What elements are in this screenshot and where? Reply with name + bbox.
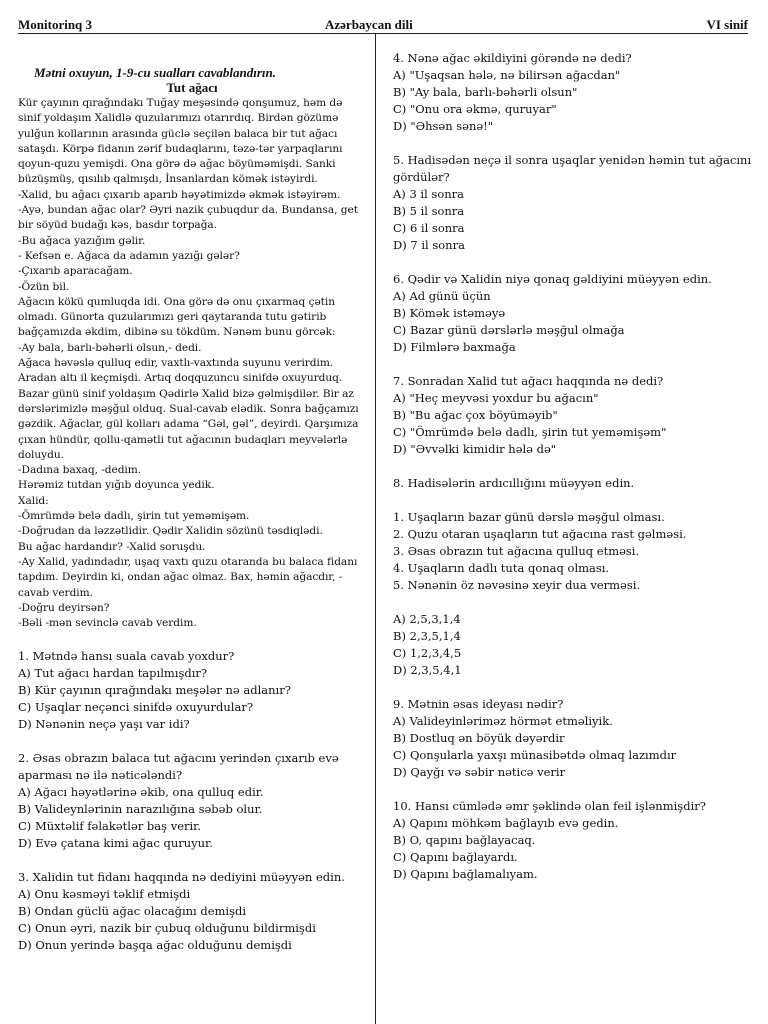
spacer bbox=[393, 135, 753, 152]
spacer bbox=[393, 254, 753, 271]
header-rule bbox=[18, 33, 748, 34]
story-paragraph: Bu ağac hardandır? -Xalid soruşdu. bbox=[18, 540, 206, 553]
answer-option: C) Uşaqlar neçənci sinifdə oxuyurdular? bbox=[18, 700, 254, 715]
answer-option: C) Müxtəlif fəlakətlər baş verir. bbox=[18, 819, 202, 834]
story-paragraph: -Çıxarıb aparacağam. bbox=[18, 265, 133, 278]
question-text: 3. Xalidin tut fidanı haqqında nə dediyini müəyyən edin. bbox=[18, 870, 345, 885]
event-item: 3. Əsas obrazın tut ağacına qulluq etməsi. bbox=[393, 544, 640, 558]
question-text: 2. Əsas obrazın balaca tut ağacını yerindən çıxarıb evə aparması nə ilə nəticələndi? bbox=[18, 751, 339, 783]
story-paragraph: -Bəli -mən sevinclə cavab verdim. bbox=[18, 617, 197, 630]
story-title: Tut ağacı bbox=[166, 80, 218, 95]
event-item: 1. Uşaqların bazar günü dərslə məşğul olması. bbox=[393, 510, 665, 524]
answer-option: B) 2,3,5,1,4 bbox=[393, 629, 461, 643]
answer-option: B) "Ay bala, barlı-bəhərli olsun" bbox=[393, 85, 578, 99]
answer-option: A) Valideyinləriməz hörmət etməliyik. bbox=[393, 714, 613, 728]
answer-option: D) Qapını bağlamalıyam. bbox=[393, 867, 538, 881]
answer-option: B) Kür çayının qırağındakı meşələr nə adlanır? bbox=[18, 683, 291, 698]
question-1 bbox=[18, 648, 366, 733]
instruction: Mətni oxuyun, 1-9-cu sualları cavablandırın. bbox=[34, 65, 276, 80]
question-text: 8. Hadisələrin ardıcıllığını müəyyən edin. bbox=[393, 476, 635, 490]
story-paragraph: -Ay bala, barlı-bəhərli olsun,- dedi. bbox=[18, 341, 202, 354]
grade-label: VI sinif bbox=[706, 17, 748, 32]
answer-option: B) 5 il sonra bbox=[393, 204, 465, 218]
answer-option: B) "Bu ağac çox böyüməyib" bbox=[393, 408, 558, 422]
story-paragraph: -Doğrudan da ləzzətlidir. Qədir Xalidin sözünü təsdiqlədi. bbox=[18, 525, 323, 538]
question-text: 1. Mətndə hansı suala cavab yoxdur? bbox=[18, 649, 235, 664]
answer-option: A) 3 il sonra bbox=[393, 187, 465, 201]
left-column bbox=[18, 66, 366, 954]
answer-option: A) "Heç meyvəsi yoxdur bu ağacın" bbox=[393, 391, 599, 405]
question-text: 6. Qədir və Xalidin niyə qonaq gəldiyini müəyyən edin. bbox=[393, 272, 712, 286]
question-2 bbox=[18, 750, 366, 852]
question-text: 4. Nənə ağac əkildiyini görəndə nə dedi? bbox=[393, 51, 632, 65]
story-paragraph: -Ömrümdə belə dadlı, şirin tut yeməmişəm. bbox=[18, 510, 250, 523]
question-5 bbox=[393, 152, 753, 254]
answer-option: D) 7 il sonra bbox=[393, 238, 465, 252]
answer-option: D) Filmlərə baxmağa bbox=[393, 340, 516, 354]
answer-option: A) Ad günü üçün bbox=[393, 289, 491, 303]
story-paragraph: Hərəmiz tutdan yığıb doyunca yedik. bbox=[18, 479, 215, 492]
answer-option: C) Onun əyri, nazik bir çubuq olduğunu bildirmişdi bbox=[18, 921, 316, 936]
right-column bbox=[393, 50, 753, 883]
event-list bbox=[393, 509, 753, 594]
event-item: 4. Uşaqların dadlı tuta qonaq olması. bbox=[393, 561, 610, 575]
story-paragraph: Kür çayının qırağındakı Tuğay meşəsində qonşumuz, həm də sinif yoldaşım Xalidlə quzularımızı otarırdıq. Birdən gözümə yulğun kollarının arasında güclə seçilən balaca bir tut ağacı sataşdı. Körpə fidanın zərif budaqlarını, təzə-tər yarpaqlarını qoyun-quzu yemişdi. Ona görə də ağac böyüməmişdi. Sanki büzüşmüş, qısılıb qalmışdı, İnsanlardan kömək istəyirdi. bbox=[18, 97, 343, 186]
answer-option: D) "Əhsən sənə!" bbox=[393, 119, 494, 133]
story-paragraph: -Bu ağaca yazığım gəlir. bbox=[18, 234, 146, 247]
answer-option: C) Bazar günü dərslərlə məşğul olmağa bbox=[393, 323, 625, 337]
column-divider bbox=[375, 34, 376, 1024]
question-text: 7. Sonradan Xalid tut ağacı haqqında nə dedi? bbox=[393, 374, 664, 388]
answer-option: A) Tut ağacı hardan tapılmışdır? bbox=[18, 666, 208, 681]
question-4 bbox=[393, 50, 753, 135]
answer-option: D) 2,3,5,4,1 bbox=[393, 663, 462, 677]
answer-option: A) "Uşaqsan hələ, nə bilirsən ağacdan" bbox=[393, 68, 621, 82]
question-7 bbox=[393, 373, 753, 458]
spacer bbox=[393, 781, 753, 798]
answer-option: B) Valideynlərinin narazılığına səbəb olur. bbox=[18, 802, 263, 817]
answer-option: A) Ağacı həyətlərinə əkib, ona qulluq edir. bbox=[18, 785, 264, 800]
story-text bbox=[18, 96, 366, 631]
event-item: 2. Quzu otaran uşaqların tut ağacına rast gəlməsi. bbox=[393, 527, 687, 541]
spacer bbox=[393, 492, 753, 509]
answer-option: C) 6 il sonra bbox=[393, 221, 465, 235]
question-10 bbox=[393, 798, 753, 883]
question-8 bbox=[393, 475, 753, 679]
question-3 bbox=[18, 869, 366, 954]
question-6 bbox=[393, 271, 753, 356]
answer-option: C) Qonşularla yaxşı münasibətdə olmaq lazımdır bbox=[393, 748, 677, 762]
story-paragraph: -Doğru deyirsən? bbox=[18, 601, 110, 614]
answer-option: D) Nənənin neçə yaşı var idi? bbox=[18, 717, 190, 732]
spacer bbox=[393, 594, 753, 611]
spacer bbox=[393, 458, 753, 475]
story-paragraph: - Kefsən e. Ağaca da adamın yazığı gələr? bbox=[18, 249, 240, 262]
answer-option: B) Dostluq ən böyük dəyərdir bbox=[393, 731, 565, 745]
story-paragraph: -Özün bil. bbox=[18, 280, 70, 293]
answer-option: C) Qapını bağlayardı. bbox=[393, 850, 518, 864]
answer-option: C) "Ömrümdə belə dadlı, şirin tut yeməmişəm" bbox=[393, 425, 667, 439]
question-text: 10. Hansı cümlədə əmr şəklində olan feil işlənmişdir? bbox=[393, 799, 706, 813]
story-paragraph: -Dadına baxaq, -dedim. bbox=[18, 464, 142, 477]
event-item: 5. Nənənin öz nəvəsinə xeyir dua verməsi. bbox=[393, 578, 641, 592]
answer-option: A) Qapını möhkəm bağlayıb evə gedin. bbox=[393, 816, 619, 830]
story-paragraph: -Ayə, bundan ağac olar? Əyri nazik çubuqdur da. Bundansa, get bir söyüd budağı kəs, basdır torpağa. bbox=[18, 204, 358, 232]
answer-option: D) Evə çatana kimi ağac quruyur. bbox=[18, 836, 213, 851]
story-paragraph: -Xalid, bu ağacı çıxarıb aparıb həyətimizdə əkmək istəyirəm. bbox=[18, 188, 341, 201]
story-paragraph: Ağaca həvəslə qulluq edir, vaxtlı-vaxtında suyunu verirdim. Aradan altı il keçmişdi. Artıq doqquzuncu sinifdə oxuyurduq. Bazar günü sinif yoldaşım Qədirlə Xalid bizə gəlmişdilər. Bir az dərslərimizlə məşğul olduq. Sual-cavab elədik. Sonra bağçamızı gəzdik. Ağaclar, gül kolları adama “Gəl, gəl”, deyirdi. Qarşımıza çıxan hündür, qollu-qamətli tut ağacının budaqları meyvələrlə doluydu. bbox=[18, 357, 359, 461]
page-header bbox=[18, 17, 748, 33]
answer-option: B) O, qapını bağlayacaq. bbox=[393, 833, 536, 847]
answer-option: D) Onun yerində başqa ağac olduğunu demişdi bbox=[18, 938, 292, 953]
answer-option: A) 2,5,3,1,4 bbox=[393, 612, 461, 626]
answer-option: A) Onu kəsməyi təklif etmişdi bbox=[18, 887, 191, 902]
question-text: 9. Mətnin əsas ideyası nədir? bbox=[393, 697, 564, 711]
answer-option: B) Kömək istəməyə bbox=[393, 306, 506, 320]
subject-label: Azərbaycan dili bbox=[325, 17, 413, 32]
story-paragraph: Ağacın kökü qumluqda idi. Ona görə də onu çıxarmaq çətin olmadı. Günorta quzularımızı geri qaytaranda tutu gətirib bağçamızda əkdim, dibinə su tökdüm. Nənəm bunu görcək: bbox=[18, 295, 336, 339]
answer-option: C) "Onu ora əkmə, quruyar" bbox=[393, 102, 557, 116]
answer-option: D) Qayğı və səbir nəticə verir bbox=[393, 765, 566, 779]
spacer bbox=[393, 679, 753, 696]
story-paragraph: -Ay Xalid, yadındadır, uşaq vaxtı quzu otaranda bu balaca fidanı tapdım. Deyirdin ki, ondan ağac olmaz. Bax, həmin ağacdır, -cavab verdim. bbox=[18, 555, 358, 599]
question-text: 5. Hadisədən neçə il sonra uşaqlar yenidən həmin tut ağacını gördülər? bbox=[393, 153, 752, 184]
answer-option: B) Ondan güclü ağac olacağını demişdi bbox=[18, 904, 247, 919]
monitoring-label: Monitorinq 3 bbox=[18, 17, 93, 32]
answer-option: C) 1,2,3,4,5 bbox=[393, 646, 462, 660]
question-9 bbox=[393, 696, 753, 781]
story-paragraph: Xalid: bbox=[18, 494, 49, 507]
answer-option: D) "Əvvəlki kimidir hələ də" bbox=[393, 442, 557, 456]
spacer bbox=[393, 356, 753, 373]
